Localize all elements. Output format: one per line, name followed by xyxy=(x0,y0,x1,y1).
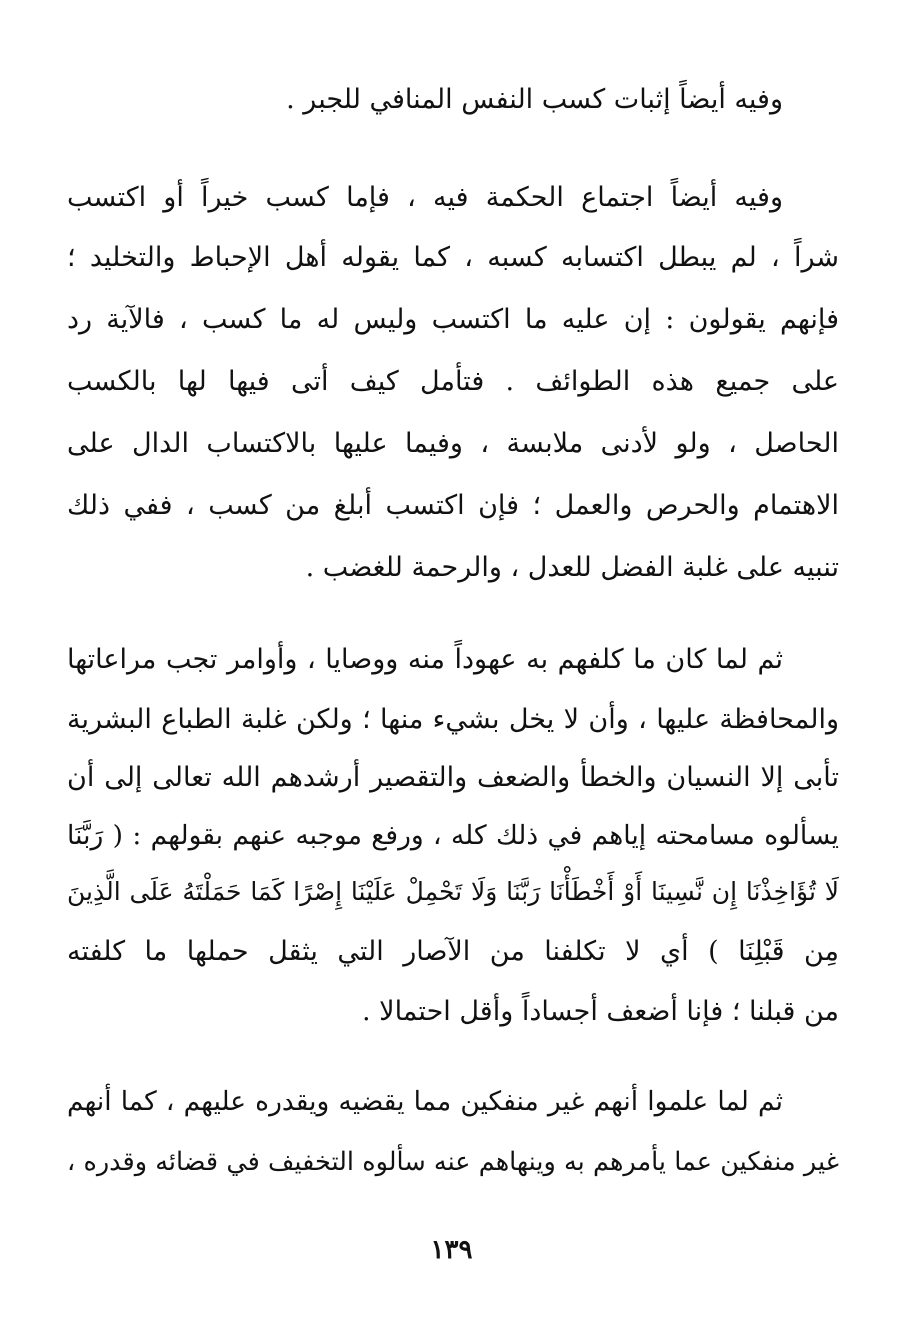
text-line: فإنهم يقولون : إن عليه ما اكتسب وليس له ما كسب ، فالآية رد xyxy=(67,304,839,335)
page-number: ١٣٩ xyxy=(430,1235,473,1265)
text-line: الحاصل ، ولو لأدنى ملابسة ، وفيما عليها بالاكتساب الدال على xyxy=(67,428,839,459)
text-line: الاهتمام والحرص والعمل ؛ فإن اكتسب أبلغ من كسب ، ففي ذلك xyxy=(67,490,839,521)
text-line: والمحافظة عليها ، وأن لا يخل بشيء منها ؛ ولكن غلبة الطباع البشرية xyxy=(67,704,839,735)
text-line: تأبى إلا النسيان والخطأ والضعف والتقصير أرشدهم الله تعالى إلى أن xyxy=(67,762,839,793)
quran-verse-line: لَا تُؤَاخِذْنَا إِن نَّسِينَا أَوْ أَخْطَأْنَا رَبَّنَا وَلَا تَحْمِلْ عَلَيْنَا إِصْرًا كَمَا حَمَلْتَهُ عَلَى الَّذِينَ xyxy=(67,877,839,906)
text-line: ثم لما علموا أنهم غير منفكين مما يقضيه ويقدره عليهم ، كما أنهم xyxy=(67,1086,783,1117)
text-line: وفيه أيضاً إثبات كسب النفس المنافي للجبر . xyxy=(286,84,783,115)
text-line: يسألوه مسامحته إياهم في ذلك كله ، ورفع موجبه عنهم بقولهم : ( رَبَّنَا xyxy=(67,820,839,851)
text-line: ثم لما كان ما كلفهم به عهوداً منه ووصايا ، وأوامر تجب مراعاتها xyxy=(67,644,783,675)
text-line: وفيه أيضاً اجتماع الحكمة فيه ، فإما كسب خيراً أو اكتسب xyxy=(67,182,783,213)
text-line: تنبيه على غلبة الفضل للعدل ، والرحمة للغضب . xyxy=(305,552,839,583)
text-line: غير منفكين عما يأمرهم به وينهاهم عنه سألوه التخفيف في قضائه وقدره ، xyxy=(67,1147,839,1177)
text-line: على جميع هذه الطوائف . فتأمل كيف أتى فيها لها بالكسب xyxy=(67,366,839,397)
text-line: شراً ، لم يبطل اكتسابه كسبه ، كما يقوله أهل الإحباط والتخليد ؛ xyxy=(67,242,839,273)
text-line: مِن قَبْلِنَا ) أي لا تكلفنا من الآصار التي يثقل حملها ما كلفته xyxy=(67,936,839,967)
text-line: من قبلنا ؛ فإنا أضعف أجساداً وأقل احتمالا . xyxy=(362,996,839,1027)
